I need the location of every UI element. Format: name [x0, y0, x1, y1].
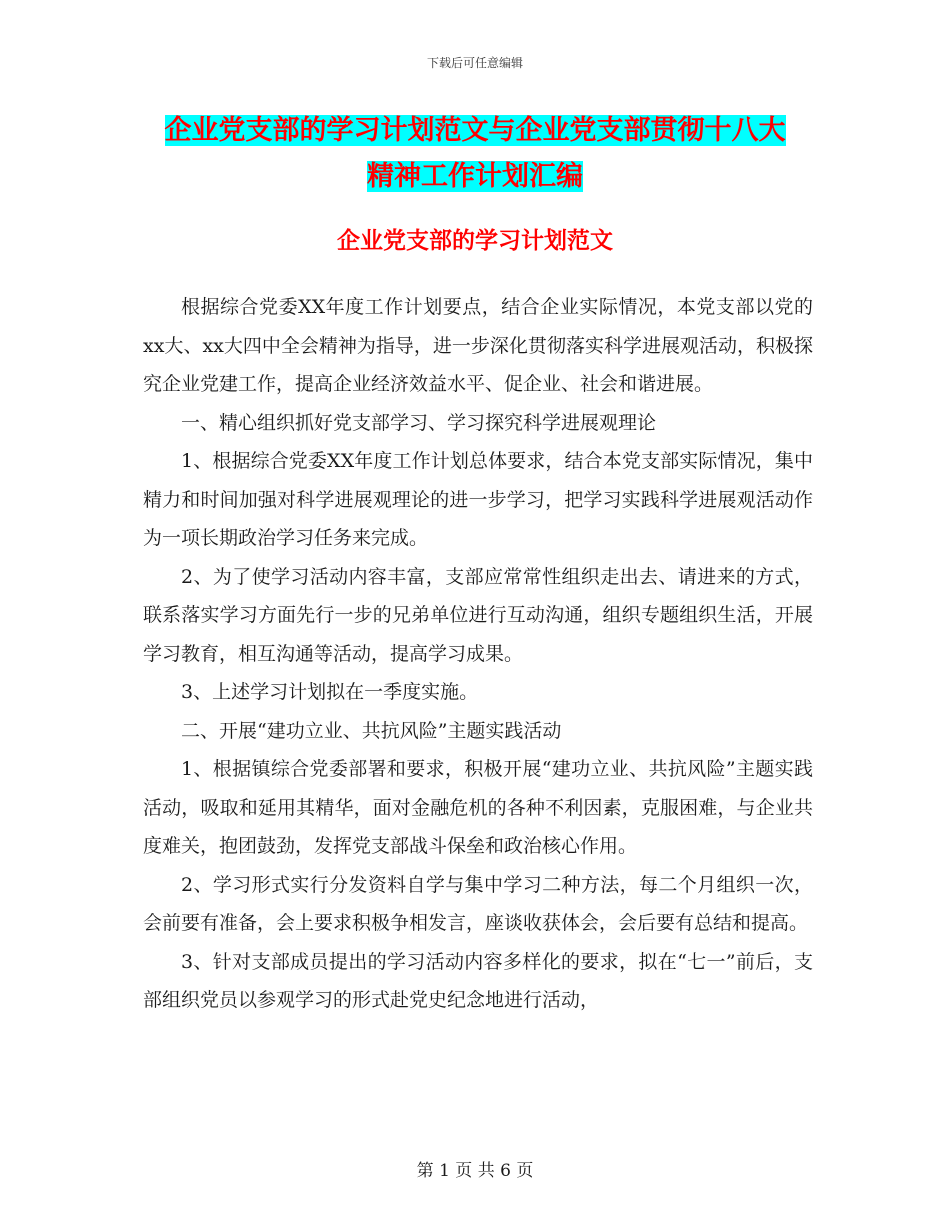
paragraph-item: 3、上述学习计划拟在一季度实施。	[181, 681, 479, 703]
document-body	[143, 288, 813, 1020]
heading-one: 一、精心组织抓好党支部学习、学习探究科学进展观理论	[181, 411, 657, 434]
heading-two: 二、开展“建功立业、共抗风险”主题实践活动	[181, 719, 562, 742]
document-title	[140, 108, 810, 200]
paragraph-intro: 根据综合党委XX年度工作计划要点，结合企业实际情况，本党支部以党的xx大、xx大四中全会精神为指导，进一步深化贯彻落实科学进展观活动，积极探究企业党建工作，提高企业经济效益水平、促企业、社会和谐进展。	[143, 296, 813, 395]
paragraph-item: 1、根据综合党委XX年度工作计划总体要求，结合本党支部实际情况，集中精力和时间加强对科学进展观理论的进一步学习，把学习实践科学进展观活动作为一项长期政治学习任务来完成。	[143, 450, 813, 549]
header-note: 下载后可任意编辑	[426, 56, 523, 70]
section-title: 企业党支部的学习计划范文	[337, 228, 613, 254]
paragraph-item: 1、根据镇综合党委部署和要求，积极开展“建功立业、共抗风险”主题实践活动，吸取和延用其精华，面对金融危机的各种不利因素，克服困难，与企业共度难关，抱团鼓劲，发挥党支部战斗保垒和政治核心作用。	[143, 758, 813, 857]
document-title-line-2: 精神工作计划汇编	[367, 161, 583, 192]
document-title-line-1: 企业党支部的学习计划范文与企业党支部贯彻十八大	[164, 115, 786, 146]
paragraph-item: 3、针对支部成员提出的学习活动内容多样化的要求，拟在“七一”前后，支部组织党员以参观学习的形式赴党史纪念地进行活动，	[143, 950, 813, 1011]
paragraph-item: 2、学习形式实行分发资料自学与集中学习二种方法，每二个月组织一次，会前要有准备，会上要求积极争相发言，座谈收获体会，会后要有总结和提高。	[143, 873, 813, 934]
paragraph-item: 2、为了使学习活动内容丰富，支部应常常性组织走出去、请进来的方式，联系落实学习方面先行一步的兄弟单位进行互动沟通，组织专题组织生活，开展学习教育，相互沟通等活动，提高学习成果。	[143, 565, 813, 665]
page-footer: 第 1 页 共 6 页	[416, 1161, 534, 1181]
